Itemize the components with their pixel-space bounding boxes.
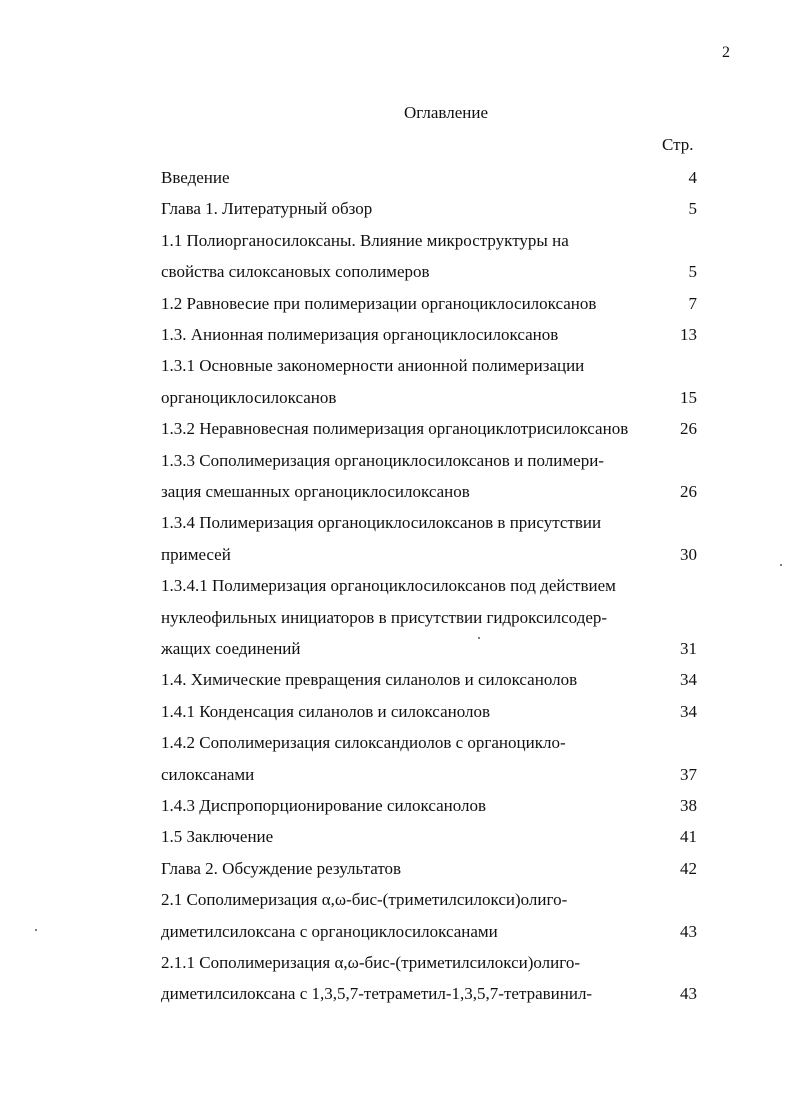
toc-entry-text: 1.3.4 Полимеризация органоциклосилоксанов в присутствии (161, 513, 602, 533)
toc-entry (161, 413, 701, 444)
toc-entry-page: 5 (688, 199, 697, 219)
toc-entry-text: 1.2 Равновесие при полимеризации органоциклосилоксанов (161, 293, 597, 313)
toc-entry-line (161, 884, 701, 915)
toc-entry (161, 507, 701, 570)
toc-entry-line (161, 539, 701, 570)
toc-entry-text: 1.3.1 Основные закономерности анионной полимеризации (161, 356, 585, 376)
toc-entry-text: 1.4.3 Диспропорционирование силоксанолов (161, 796, 487, 815)
toc-entry-line (161, 696, 701, 727)
scan-speck (35, 929, 37, 931)
toc-entry-text: 1.5 Заключение (161, 827, 274, 847)
toc-entry-line (161, 413, 701, 444)
toc-entry-page: 4 (688, 168, 697, 187)
toc-entry-line (161, 570, 701, 601)
toc-entry-text: 2.1 Сополимеризация α,ω-бис-(триметилсилокси)олиго- (161, 890, 568, 910)
toc-entry-text: 1.3.4.1 Полимеризация органоциклосилоксанов под действием (161, 576, 616, 596)
toc-entry (161, 350, 701, 413)
toc-entry (161, 727, 701, 790)
toc-entry-line (161, 445, 701, 476)
toc-entry-line (161, 162, 701, 193)
page-number: 2 (722, 44, 730, 61)
toc-entry-line (161, 759, 701, 790)
toc-entry-page: 13 (680, 325, 697, 344)
toc-entry-page: 5 (688, 262, 697, 282)
toc-entry (161, 288, 701, 319)
toc-entry-line (161, 821, 701, 852)
toc-entry-page: 26 (680, 481, 697, 501)
toc-entry-line (161, 947, 701, 978)
toc-entry (161, 884, 701, 947)
toc-entry-text: 1.4. Химические превращения силанолов и силоксанолов (161, 670, 578, 690)
toc-entry-line (161, 225, 701, 256)
toc-entry-page: 31 (680, 638, 697, 658)
toc-entry (161, 193, 701, 224)
toc-entry-page: 37 (680, 764, 697, 784)
scan-speck (780, 564, 782, 566)
toc-entry-page: 7 (688, 293, 697, 313)
toc-entry-line (161, 602, 701, 633)
toc-entry-line (161, 727, 701, 758)
toc-entry-line (161, 319, 701, 350)
toc-entry-text: 1.4.2 Сополимеризация силоксандиолов с органоцикло- (161, 733, 566, 753)
toc-entry-text: 1.4.1 Конденсация силанолов и силоксанолов (161, 701, 490, 721)
toc-entry-page: 38 (680, 796, 697, 815)
toc-entry-line (161, 256, 701, 287)
toc-entry-text: органоциклосилоксанов (161, 387, 337, 407)
toc-entry-text: свойства силоксановых сополимеров (161, 262, 430, 282)
toc-entry-text: зация смешанных органоциклосилоксанов (161, 481, 470, 501)
toc-entry-line (161, 664, 701, 695)
toc-entry (161, 853, 701, 884)
toc-entry-text: нуклеофильных инициаторов в присутствии гидроксилсодер- (161, 607, 608, 627)
toc-entry-line (161, 633, 701, 664)
toc-entry-page: 26 (680, 419, 697, 439)
toc-entry-line (161, 853, 701, 884)
toc-entry (161, 162, 701, 193)
toc-entry-page: 43 (680, 921, 697, 941)
toc-entry-page: 43 (680, 984, 697, 1004)
toc-entry-text: 1.3.3 Сополимеризация органоциклосилоксанов и полимери- (161, 450, 604, 470)
toc-entry-text: 1.3. Анионная полимеризация органоциклосилоксанов (161, 325, 559, 344)
toc-entry-line (161, 507, 701, 538)
toc-entry-line (161, 288, 701, 319)
toc-entry-text: диметилсилоксана с 1,3,5,7-тетраметил-1,3,5,7-тетравинил- (161, 984, 593, 1004)
scan-speck (478, 637, 480, 639)
toc-entry (161, 790, 701, 821)
toc-entry (161, 821, 701, 852)
toc-entry-text: жащих соединений (161, 638, 301, 658)
toc-title: Оглавление (404, 103, 488, 122)
toc-entry-line (161, 382, 701, 413)
toc-entry-text: примесей (161, 544, 231, 564)
toc-entry-page: 41 (680, 827, 697, 847)
toc-entry (161, 696, 701, 727)
toc-entry-text: 2.1.1 Сополимеризация α,ω-бис-(триметилсилокси)олиго- (161, 953, 580, 972)
toc-entry (161, 319, 701, 350)
toc-entry-text: Введение (161, 168, 230, 187)
toc-entry-text: 1.3.2 Неравновесная полимеризация органоциклотрисилоксанов (161, 419, 629, 439)
toc-entry (161, 225, 701, 288)
toc-entry-line (161, 193, 701, 224)
toc-entry-page: 30 (680, 544, 697, 564)
toc-entry-page: 42 (680, 858, 697, 878)
toc-entry (161, 947, 701, 1010)
toc-entry-page: 34 (680, 701, 697, 721)
toc-entry-text: Глава 1. Литературный обзор (161, 199, 373, 219)
toc-entry-line (161, 916, 701, 947)
toc-entry-line (161, 350, 701, 381)
toc-entry-line (161, 978, 701, 1009)
toc-entry-text: диметилсилоксана с органоциклосилоксанами (161, 921, 498, 941)
toc-entry-text: силоксанами (161, 764, 255, 784)
toc-entry-text: Глава 2. Обсуждение результатов (161, 858, 402, 878)
toc-entry-line (161, 476, 701, 507)
toc-entry-text: 1.1 Полиорганосилоксаны. Влияние микроструктуры на (161, 230, 569, 250)
toc-entry (161, 445, 701, 508)
toc-entry-line (161, 790, 701, 821)
toc-entry-page: 34 (680, 670, 697, 690)
toc-entry (161, 664, 701, 695)
page-column-label: Стр. (662, 135, 694, 154)
toc-entry-page: 15 (680, 387, 697, 407)
toc-entry (161, 570, 701, 664)
